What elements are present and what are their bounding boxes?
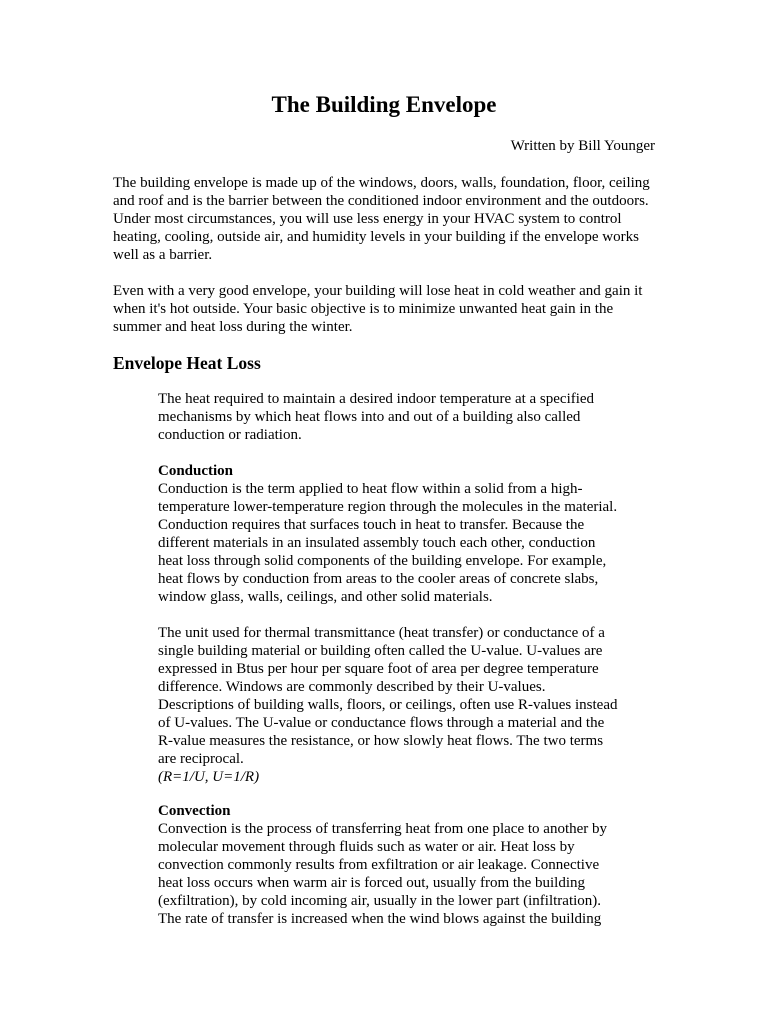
convection-heading: Convection (158, 803, 231, 819)
page-title: The Building Envelope (271, 92, 497, 117)
conduction-heading: Conduction (158, 463, 234, 479)
intro-paragraph-2: Even with a very good envelope, your building will lose heat in cold weather and gain it when it's hot outside. Your basic objective is to minimize unwanted heat gain in the summer and heat loss during the winter. (113, 283, 643, 335)
section-heading-envelope-heat-loss: Envelope Heat Loss (113, 353, 261, 373)
convection-section (158, 802, 618, 928)
u-value-paragraph: The unit used for thermal transmittance (heat transfer) or conductance of a single building material or building often called the U-value. U-values are expressed in Btus per hour per square foot of area per degree temperature difference. Windows are commonly described by their U-values. Descriptions of building walls, floors, or ceilings, often use R-values instead of U-values. The U-value or conductance flows through a material and the R-value measures the resistance, or how slowly heat flows. The two terms are reciprocal. (158, 625, 618, 767)
conduction-body: Conduction is the term applied to heat flow within a solid from a high-temperature lower-temperature region through the molecules in the material. Conduction requires that surfaces touch in heat to transfer. Because the different materials in an insulated assembly touch each other, conduction heat loss through solid components of the building envelope. For example, heat flows by conduction from areas to the cooler areas of concrete slabs, window glass, walls, ceilings, and other solid materials. (158, 481, 618, 605)
u-value-section (158, 624, 618, 786)
intro-paragraph-1: The building envelope is made up of the windows, doors, walls, foundation, floor, ceiling and roof and is the barrier between the conditioned indoor environment and the outdoors. Under most circumstances, you will use less energy in your HVAC system to control heating, cooling, outside air, and humidity levels in your building if the envelope works well as a barrier. (113, 175, 650, 263)
convection-body: Convection is the process of transferring heat from one place to another by molecular movement through fluids such as water or air. Heat loss by convection commonly results from exfiltration or air leakage. Connective heat loss occurs when warm air is forced out, usually from the building (exfiltration), by cold incoming air, usually in the lower part (infiltration). The rate of transfer is increased when the wind blows against the building (158, 821, 608, 927)
conduction-section (158, 462, 618, 606)
author-byline: Written by Bill Younger (510, 138, 655, 154)
section-intro-paragraph: The heat required to maintain a desired indoor temperature at a specified mechanisms by which heat flows into and out of a building also called conduction or radiation. (158, 391, 595, 443)
reciprocal-formula: (R=1/U, U=1/R) (158, 769, 260, 785)
